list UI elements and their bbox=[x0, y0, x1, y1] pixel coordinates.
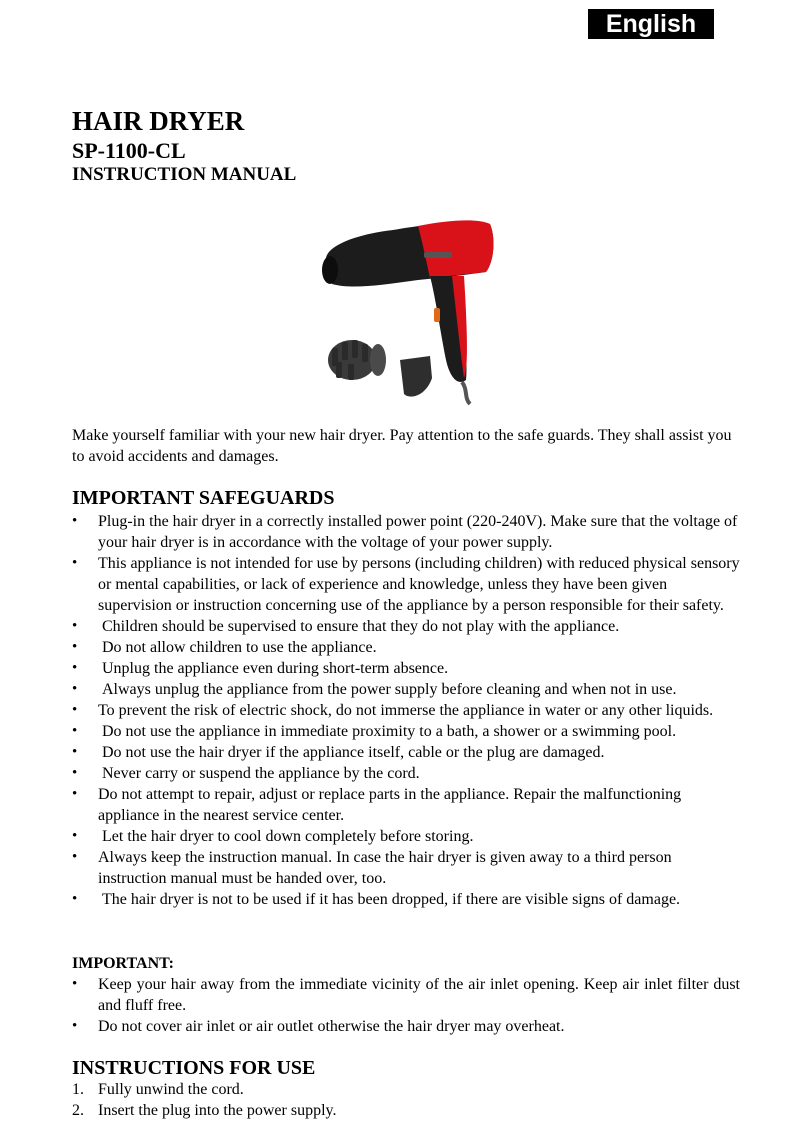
list-item: • Do not cover air inlet or air outlet otherwise the hair dryer may overheat. bbox=[72, 1016, 740, 1037]
instructions-heading: INSTRUCTIONS FOR USE bbox=[72, 1057, 316, 1079]
list-item: • Let the hair dryer to cool down completely before storing. bbox=[72, 826, 740, 847]
list-item bbox=[72, 1100, 732, 1121]
dryer-vent bbox=[424, 252, 452, 258]
hair-dryer-product-image bbox=[318, 210, 498, 410]
list-item: • Unplug the appliance even during short-term absence. bbox=[72, 658, 740, 679]
list-item: • This appliance is not intended for use by persons (including children) with reduced physical sensory or mental capabilities, or lack of experience and knowledge, unless they have been given supervision or instruction concerning use of the appliance by a person responsible for their safety. bbox=[72, 553, 740, 616]
important-list bbox=[72, 974, 740, 1037]
list-item: • Do not use the appliance in immediate proximity to a bath, a shower or a swimming pool. bbox=[72, 721, 740, 742]
list-item: • Do not attempt to repair, adjust or replace parts in the appliance. Repair the malfunctioning appliance in the nearest service center. bbox=[72, 784, 740, 826]
document-title: HAIR DRYER bbox=[72, 106, 245, 136]
step-number: 2. bbox=[72, 1102, 84, 1119]
diffuser-attachment bbox=[328, 340, 386, 380]
list-item: • Never carry or suspend the appliance by the cord. bbox=[72, 763, 740, 784]
dryer-accent-top bbox=[418, 220, 493, 278]
step-text: Fully unwind the cord. bbox=[98, 1081, 244, 1098]
list-item bbox=[72, 1079, 732, 1100]
dryer-switch bbox=[434, 308, 440, 322]
list-item: • Always unplug the appliance from the power supply before cleaning and when not in use. bbox=[72, 679, 740, 700]
list-item: • To prevent the risk of electric shock, do not immerse the appliance in water or any other liquids. bbox=[72, 700, 740, 721]
list-item: • Plug-in the hair dryer in a correctly installed power point (220-240V). Make sure that the voltage of your hair dryer is in accordance with the voltage of your power supply. bbox=[72, 511, 740, 553]
dryer-cord bbox=[462, 382, 470, 404]
concentrator-attachment bbox=[400, 356, 432, 397]
step-number: 1. bbox=[72, 1081, 84, 1098]
list-item: • Children should be supervised to ensure that they do not play with the appliance. bbox=[72, 616, 740, 637]
list-item: • Do not allow children to use the appliance. bbox=[72, 637, 740, 658]
step-text: Insert the plug into the power supply. bbox=[98, 1102, 337, 1119]
list-item: • Always keep the instruction manual. In case the hair dryer is given away to a third person instruction manual must be handed over, too. bbox=[72, 847, 740, 889]
instructions-steps bbox=[72, 1079, 732, 1121]
list-item: • The hair dryer is not to be used if it has been dropped, if there are visible signs of damage. bbox=[72, 889, 740, 910]
model-number: SP-1100-CL bbox=[72, 138, 186, 163]
list-item: • Do not use the hair dryer if the appliance itself, cable or the plug are damaged. bbox=[72, 742, 740, 763]
safeguards-list bbox=[72, 511, 740, 910]
safeguards-heading: IMPORTANT SAFEGUARDS bbox=[72, 487, 335, 509]
list-item: • Keep your hair away from the immediate vicinity of the air inlet opening. Keep air inlet filter dust and fluff free. bbox=[72, 974, 740, 1016]
dryer-nozzle bbox=[322, 256, 338, 284]
important-label: IMPORTANT: bbox=[72, 955, 174, 972]
document-subtitle: INSTRUCTION MANUAL bbox=[72, 164, 297, 185]
intro-paragraph: Make yourself familiar with your new hair dryer. Pay attention to the safe guards. They shall assist you to avoid accidents and damages. bbox=[72, 427, 732, 465]
language-badge: English bbox=[588, 9, 714, 39]
